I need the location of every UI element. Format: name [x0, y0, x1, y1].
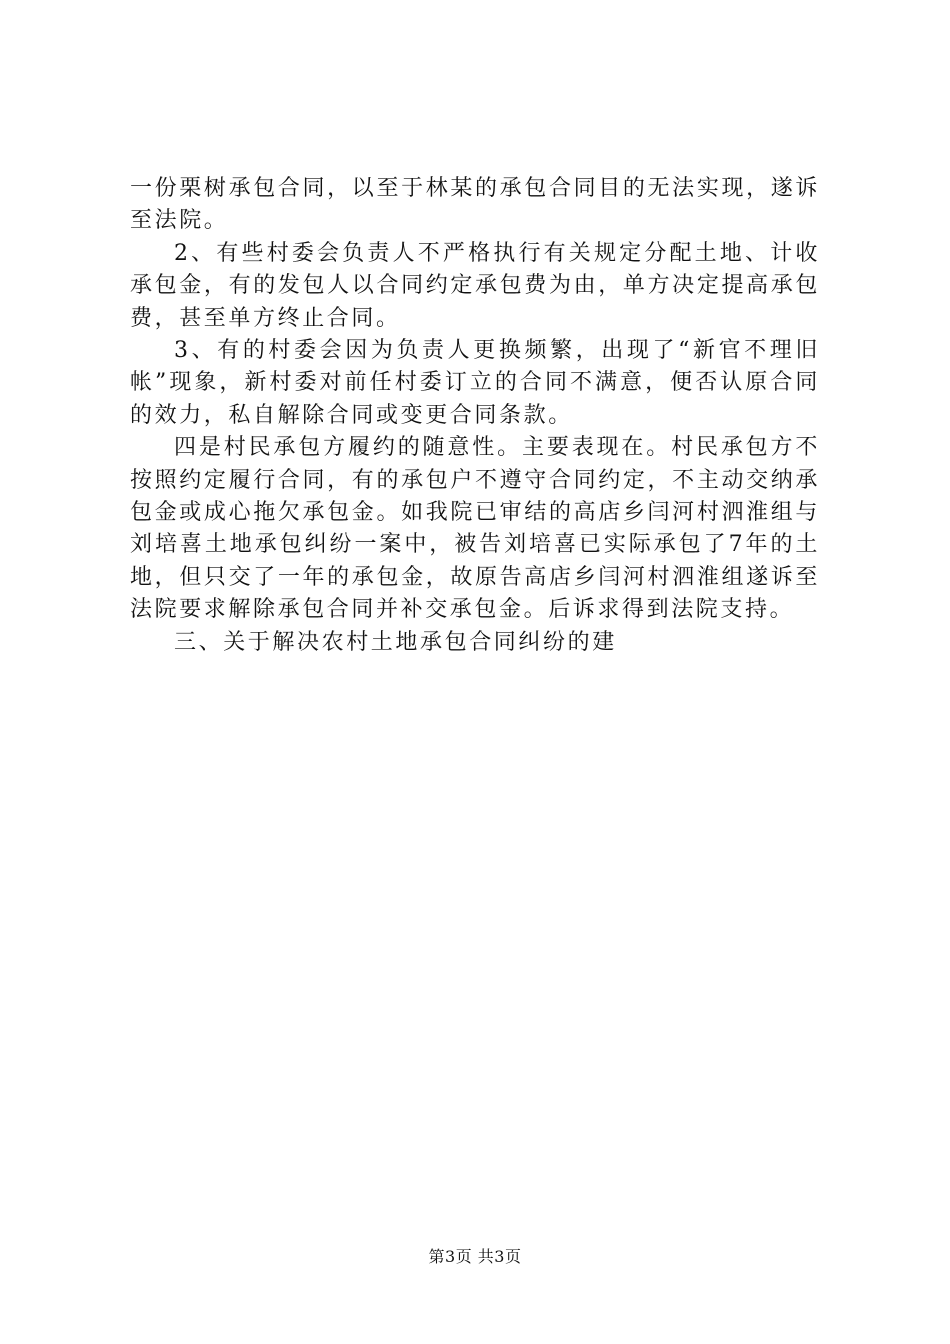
- paragraph-item-3: 3、有的村委会因为负责人更换频繁，出现了“新官不理旧帐”现象，新村委对前任村委订立的合同不满意，便否认原合同的效力，私自解除合同或变更合同条款。: [130, 338, 820, 428]
- page-footer: 第3页 共3页: [428, 1247, 522, 1266]
- document-body: [130, 173, 820, 659]
- paragraph-section-four: 四是村民承包方履约的随意性。主要表现在。村民承包方不按照约定履行合同，有的承包户不遵守合同约定，不主动交纳承包金或成心拖欠承包金。如我院已审结的高店乡闫河村泗淮组与刘培喜土地承包纠纷一案中，被告刘培喜已实际承包了7年的土地，但只交了一年的承包金，故原告高店乡闫河村泗淮组遂诉至法院要求解除承包合同并补交承包金。后诉求得到法院支持。: [130, 435, 820, 623]
- paragraph-item-2: 2、有些村委会负责人不严格执行有关规定分配土地、计收承包金，有的发包人以合同约定承包费为由，单方决定提高承包费，甚至单方终止合同。: [130, 240, 820, 331]
- paragraph-continuation: 一份栗树承包合同，以至于林某的承包合同目的无法实现，遂诉至法院。: [130, 176, 820, 234]
- section-heading-three: 三、关于解决农村土地承包合同纠纷的建: [174, 629, 617, 655]
